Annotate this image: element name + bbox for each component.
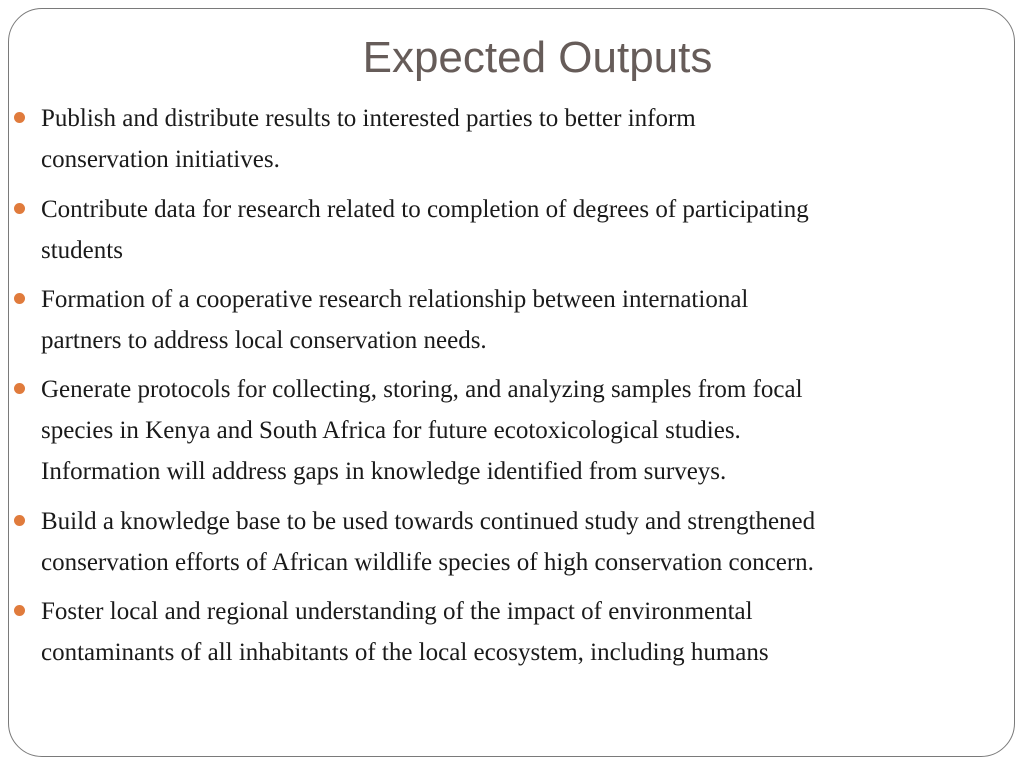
bullet-text: Foster local and regional understanding of the impact of environmental contaminants of all inhabitants of the local ecosystem, including humans	[41, 598, 769, 666]
bullet-dot-icon	[14, 112, 25, 123]
bullet-text: Formation of a cooperative research relationship between international partners to address local conservation needs.	[41, 286, 749, 354]
bullet-text: Generate protocols for collecting, storing, and analyzing samples from focal species in Kenya and South Africa for future ecotoxicological studies. Information will address gaps in knowledge identified from surveys.	[41, 376, 803, 485]
bullet-dot-icon	[14, 203, 25, 214]
bullet-text: Contribute data for research related to completion of degrees of participating students	[41, 196, 809, 264]
bullet-text: Publish and distribute results to interested parties to better inform conservation initiatives.	[41, 105, 696, 173]
bullet-dot-icon	[14, 383, 25, 394]
bullet-dot-icon	[14, 605, 25, 616]
bullet-text: Build a knowledge base to be used towards continued study and strengthened conservation efforts of African wildlife species of high conservation concern.	[41, 508, 816, 576]
slide-title: Expected Outputs	[362, 33, 713, 82]
bullet-dot-icon	[14, 515, 25, 526]
bullet-dot-icon	[14, 293, 25, 304]
